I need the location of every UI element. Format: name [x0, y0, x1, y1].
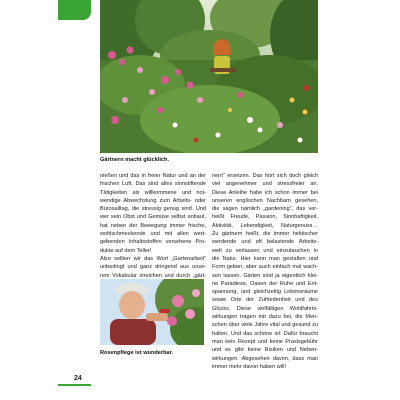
text-line: dukte auf dem Teller!	[100, 247, 152, 254]
text-line: hat neben der Bewegung immer frische,	[100, 222, 206, 229]
text-line: die sagen nämlich „gardening“, das ver-	[212, 206, 318, 213]
text-line: welt zu verlassen und einzutauchen in	[212, 247, 318, 254]
page-number: 24	[74, 375, 82, 382]
rose-photo-caption: Rosenpflege ist wunderbar.	[100, 350, 174, 356]
text-line: nießen und das in freier Natur und an der	[100, 173, 206, 179]
text-line: Zu gärtnern heißt, die immer hektischer	[212, 231, 318, 238]
text-line: Bürosalltag, die stressig genug sind. Und	[100, 206, 206, 213]
text-line: Glücks. Diese vielfältigen Wohlfahrts-	[212, 305, 318, 312]
text-line: sen lassen. Gärten sind ja eigentlich klei-	[212, 272, 318, 279]
text-line: spannung, und gleichzeitig Lebensräume	[212, 289, 318, 296]
text-line: Tätigkeiten als willkommene und not-	[100, 189, 206, 196]
text-line: unseren englischen Nachbarn gesehen,	[212, 197, 318, 204]
text-line: man kein Rezept und keine Praxisgebühr	[212, 338, 318, 345]
text-line: viel angenehmer und stressfreier an.	[212, 181, 318, 188]
text-line: Aktivität, Lebendigkeit, Naturgenuss…	[212, 222, 318, 229]
text-line: wirkungen. Abgesehen davon, dass man	[212, 355, 318, 362]
text-line: heißt Freude, Passion, Sinnhaftigkeit,	[212, 214, 318, 221]
text-line: unbedingt und ganz dringend aus unse-	[100, 264, 206, 271]
garden-photo	[100, 0, 318, 153]
body-text-right-column	[212, 172, 318, 371]
garden-photo-caption: Gärtnern macht glücklich.	[100, 157, 170, 163]
text-line: halten. Und das schöne ist: Dafür braucht	[212, 330, 318, 337]
text-line: Also sollten wir das Wort „Gartenarbeit“	[100, 255, 206, 262]
rose-photo	[100, 279, 204, 345]
text-line: schen über viele Jahre vital und gesund zu	[212, 322, 318, 329]
text-line: Form geben, aber auch einfach mal wach-	[212, 264, 318, 271]
page-number-rule	[58, 384, 91, 386]
text-line: wendige Abwechslung zum Arbeits- oder	[100, 197, 206, 204]
text-line: wirkungen tragen mit dazu bei, die Men-	[212, 314, 318, 321]
text-line: und es gibt keine Risiken und Neben-	[212, 347, 318, 354]
text-line: werdende und oft belastende Arbeits-	[212, 239, 318, 246]
text-line: gebenden Inhaltsstoffen versehene Pro-	[100, 239, 206, 246]
text-line: die Natur. Hier kann man gestalten und	[212, 255, 318, 262]
text-line: ne Paradiese, Oasen der Ruhe und Ent-	[212, 280, 318, 287]
text-line: wer sein Obst und Gemüse selbst anbaut,	[100, 214, 206, 221]
text-line: frischen Luft. Das sind alles sinnstiftende	[100, 181, 206, 188]
body-text-left-column	[100, 172, 206, 280]
text-line: nern“ ersetzen. Das hört sich doch gleich	[212, 173, 318, 179]
text-line: immer mehr davon haben will!	[212, 363, 286, 370]
chapter-tab-marker	[58, 0, 91, 20]
text-line: sowie Orte der Zufriedenheit und des	[212, 297, 318, 304]
text-line: Diese Anleihe habe ich schon immer bei	[212, 189, 318, 196]
text-line: wohlschmeckende und mit allen wert-	[100, 231, 206, 238]
text-line: rem Vokabular streichen und durch „gärt-	[100, 272, 206, 279]
